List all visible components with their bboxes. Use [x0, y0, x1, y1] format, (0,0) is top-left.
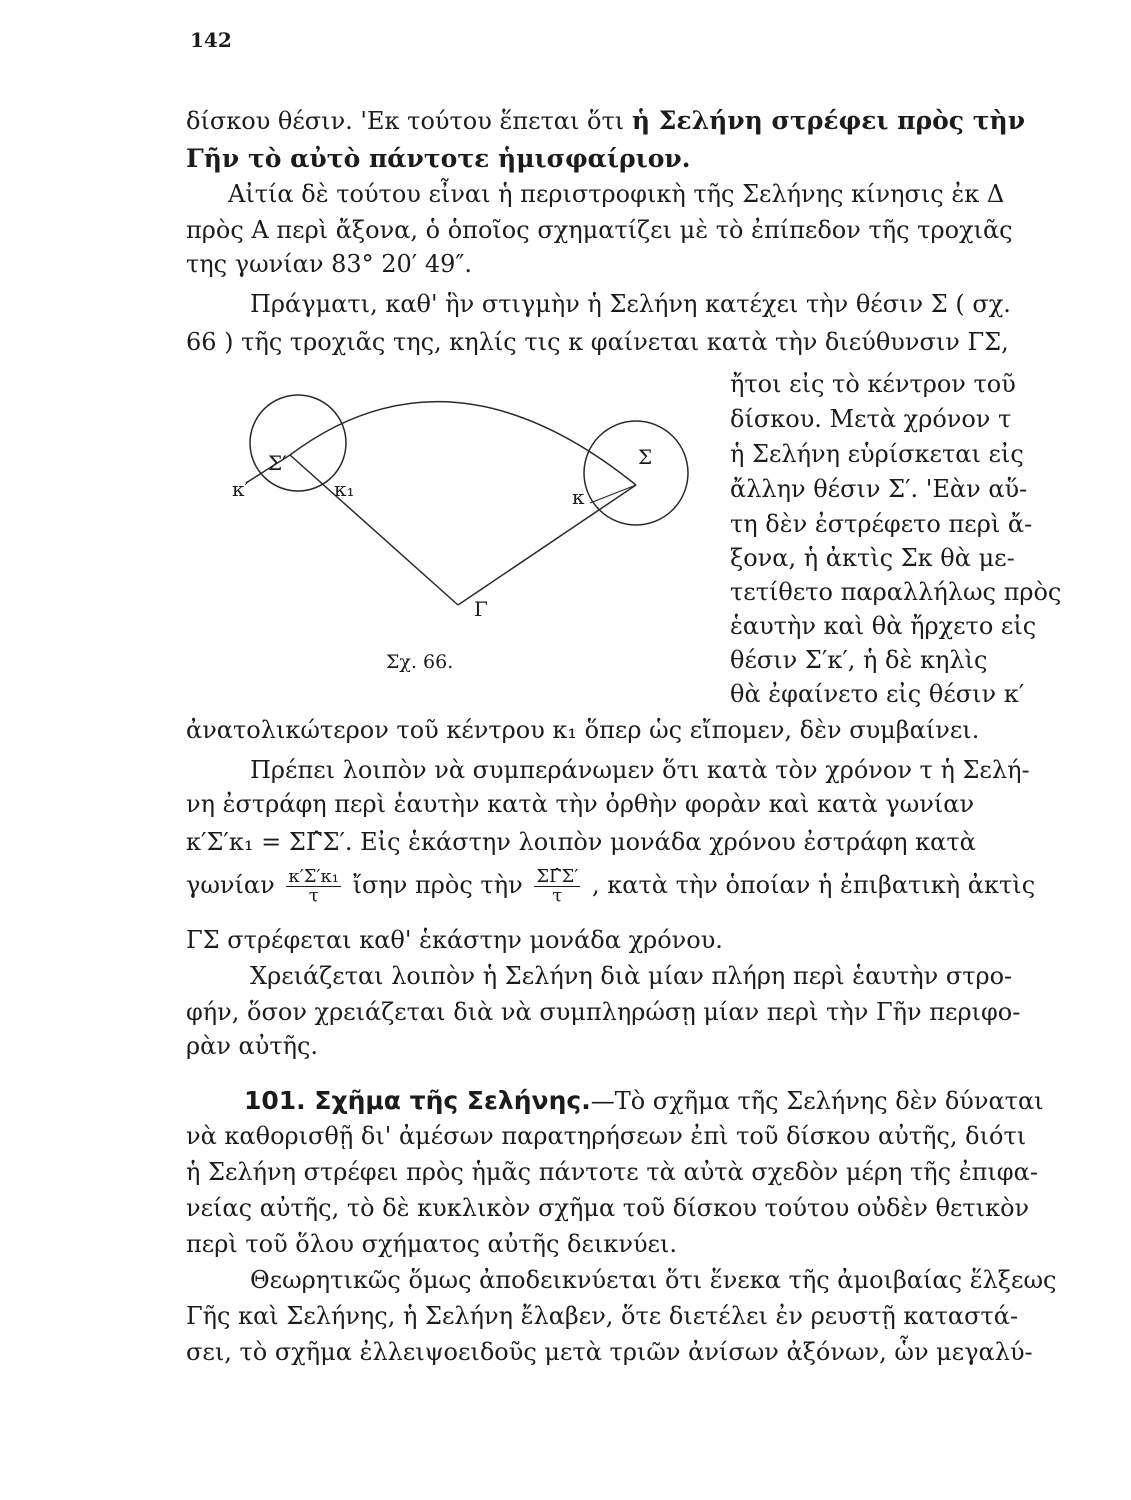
fraction-2: [534, 868, 580, 905]
text-line: κ′Σ′κ₁ = ΣΓ̂Σ′. Εἰς ἑκάστην λοιπὸν μονάδα χρόνου ἐστράφη κατὰ: [186, 828, 976, 856]
label-k-prime: κ′: [232, 477, 250, 501]
text-segment: , κατὰ τὴν ὁποίαν ἡ ἐπιβατικὴ ἀκτὶς: [591, 871, 1036, 899]
figure-66: [228, 375, 708, 695]
text-line: τετίθετο παραλλήλως πρὸς: [730, 578, 1062, 606]
figure-caption: Σχ. 66.: [386, 651, 454, 673]
label-k1: κ₁: [334, 477, 355, 501]
text-segment: γωνίαν: [186, 871, 275, 899]
text-line: νὰ καθορισθῇ δι' ἀμέσων παρατηρήσεων ἐπὶ τοῦ δίσκου αὐτῆς, διότι: [186, 1122, 1027, 1150]
text-line: Χρειάζεται λοιπὸν ἡ Σελήνη διὰ μίαν πλήρη περὶ ἑαυτὴν στρο-: [250, 962, 1013, 990]
emphasis-text: ἡ Σελήνη στρέφει πρὸς τὴν: [631, 106, 1026, 135]
text-line: ξονα, ἡ ἀκτὶς Σκ θὰ με-: [730, 544, 1015, 572]
text-line: ἑαυτὴν καὶ θὰ ἤρχετο εἰς: [730, 612, 1037, 640]
text-line: Αἰτία δὲ τούτου εἶναι ἡ περιστροφικὴ τῆς Σελήνης κίνησις ἐκ Δ: [228, 180, 1005, 208]
text-line: Πρέπει λοιπὸν νὰ συμπεράνωμεν ὅτι κατὰ τὸν χρόνον τ ἡ Σελή-: [250, 756, 1030, 784]
text-line: Θεωρητικῶς ὅμως ἀποδεικνύεται ὅτι ἕνεκα τῆς ἀμοιβαίας ἕλξεως: [250, 1266, 1057, 1294]
text-line: ΓΣ στρέφεται καθ' ἑκάστην μονάδα χρόνου.: [186, 926, 723, 954]
text-line: τη δὲν ἐστρέφετο περὶ ἄ-: [730, 510, 1033, 538]
fraction-denominator: τ: [552, 885, 563, 906]
fraction-numerator: κ′Σ′κ₁: [288, 866, 339, 887]
label-gamma: Γ: [474, 597, 488, 621]
text-line: θέσιν Σ′κ′, ἡ δὲ κηλὶς: [730, 646, 988, 674]
page-number: 142: [190, 28, 232, 52]
text-line: ἄλλην θέσιν Σ′. 'Εὰν αὕ-: [730, 475, 1028, 503]
text-line: φήν, ὅσον χρειάζεται διὰ νὰ συμπληρώσῃ μίαν περὶ τὴν Γῆν περιφο-: [186, 998, 1021, 1026]
emphasis-line: Γῆν τὸ αὐτὸ πάντοτε ἡμισφαίριον.: [186, 144, 691, 173]
text-line: ρὰν αὐτῆς.: [186, 1032, 319, 1060]
section-heading-line: [244, 1088, 1044, 1113]
moon-circle-left: [250, 395, 346, 491]
text-line: δίσκου. Μετὰ χρόνον τ: [730, 405, 1012, 433]
fraction-denominator: τ: [308, 885, 319, 906]
radius-line-left: [290, 455, 458, 605]
text-line: ἤτοι εἰς τὸ κέντρον τοῦ: [730, 370, 1016, 398]
fraction-1: [286, 868, 341, 905]
section-heading: 101. Σχῆμα τῆς Σελήνης.: [244, 1086, 591, 1115]
text-segment: δίσκου θέσιν. 'Εκ τούτου ἕπεται ὅτι: [186, 107, 625, 135]
text-line: περὶ τοῦ ὅλου σχήματος αὐτῆς δεικνύει.: [186, 1230, 678, 1258]
label-k: κ: [572, 485, 585, 509]
text-line: 66 ) τῆς τροχιᾶς της, κηλίς τις κ φαίνεται κατὰ τὴν διεύθυνσιν ΓΣ,: [186, 328, 1009, 356]
radius-line-right: [458, 485, 636, 605]
text-line: Γῆς καὶ Σελήνης, ἡ Σελήνη ἔλαβεν, ὅτε διετέλει ἐν ρευστῇ καταστά-: [186, 1302, 1019, 1330]
text-segment: —Τὸ σχῆμα τῆς Σελήνης δὲν δύναται: [590, 1087, 1044, 1115]
text-line: θὰ ἐφαίνετο εἰς θέσιν κ′: [730, 680, 1025, 708]
formula-line: [186, 868, 1035, 905]
figure-diagram: [228, 375, 708, 695]
label-sigma: Σ: [638, 445, 653, 469]
label-sigma-prime: Σ′: [268, 451, 287, 475]
text-line: Πράγματι, καθ' ἣν στιγμὴν ἡ Σελήνη κατέχει τὴν θέσιν Σ ( σχ.: [250, 290, 1011, 318]
text-line: πρὸς Α περὶ ἄξονα, ὁ ὁποῖος σχηματίζει μὲ τὸ ἐπίπεδον τῆς τροχιᾶς: [186, 216, 1013, 244]
fraction-numerator: ΣΓ̂Σ′: [536, 866, 579, 887]
text-segment: ἴσην πρὸς τὴν: [352, 871, 523, 899]
text-line: νη ἐστράφη περὶ ἑαυτὴν κατὰ τὴν ὀρθὴν φορὰν καὶ κατὰ γωνίαν: [186, 790, 975, 818]
text-line: ἡ Σελήνη εὑρίσκεται εἰς: [730, 440, 1024, 468]
text-line: ἡ Σελήνη στρέφει πρὸς ἡμᾶς πάντοτε τὰ αὐτὰ σχεδὸν μέρη τῆς ἐπιφα-: [186, 1158, 1038, 1186]
text-line: νείας αὐτῆς, τὸ δὲ κυκλικὸν σχῆμα τοῦ δίσκου τούτου οὐδὲν θετικὸν: [186, 1194, 1030, 1222]
text-line: [186, 108, 1025, 133]
text-line: σει, τὸ σχῆμα ἐλλειψοειδοῦς μετὰ τριῶν ἀνίσων ἀξόνων, ὧν μεγαλύ-: [186, 1338, 1033, 1366]
text-line: της γωνίαν 83° 20′ 49″.: [186, 250, 472, 278]
text-line: ἀνατολικώτερον τοῦ κέντρου κ₁ ὅπερ ὡς εἴπομεν, δὲν συμβαίνει.: [186, 716, 980, 744]
